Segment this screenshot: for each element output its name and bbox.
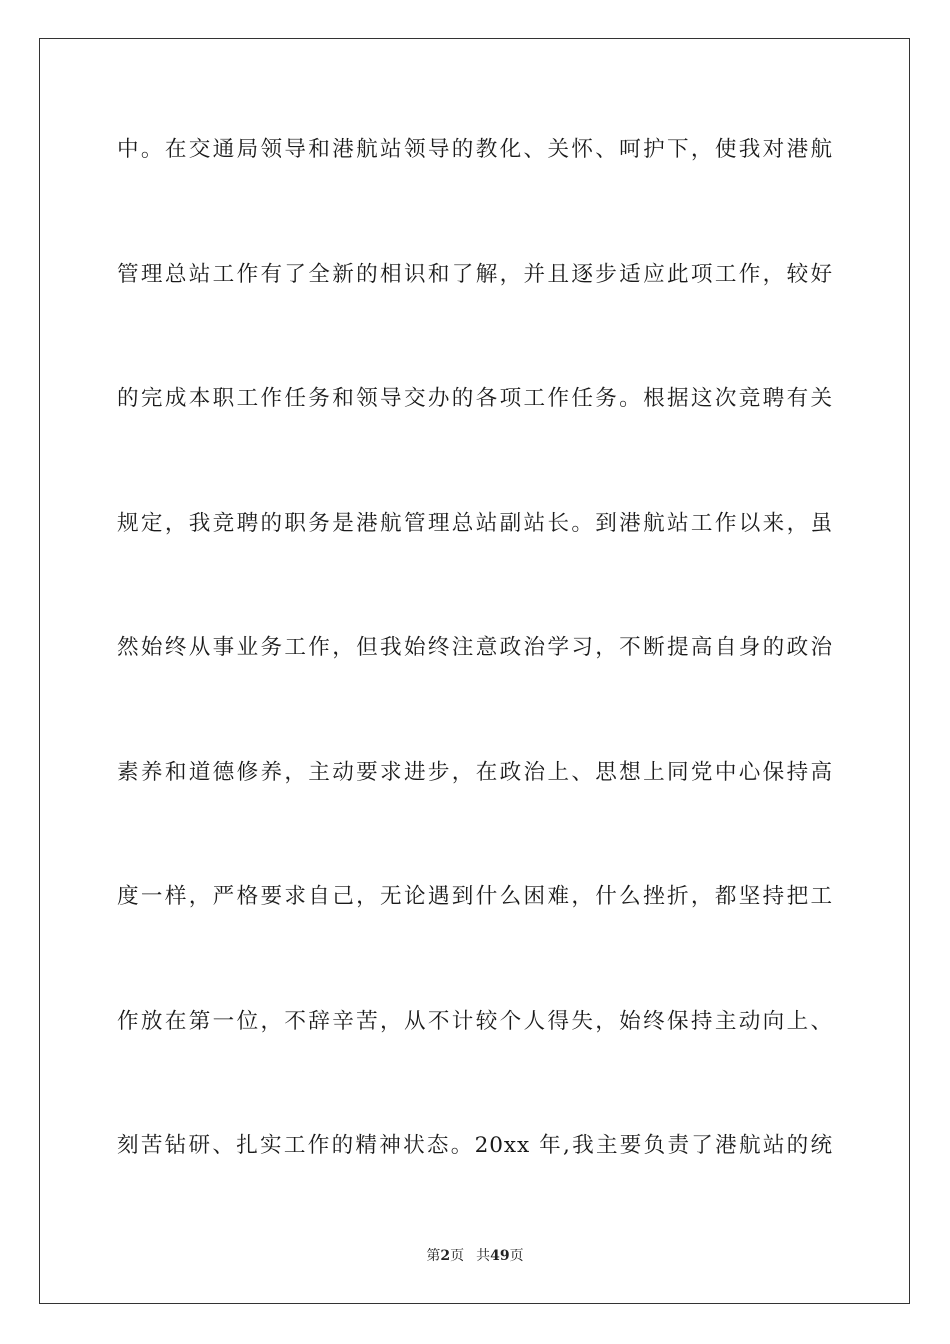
text-line: 的完成本职工作任务和领导交办的各项工作任务。根据这次竞聘有关	[117, 386, 833, 411]
total-prefix: 共	[476, 1248, 491, 1264]
page-prefix: 第	[426, 1248, 441, 1264]
total-pages-label	[476, 1248, 523, 1264]
text-line: 刻苦钻研、扎实工作的精神状态。20xx 年,我主要负责了港航站的统	[117, 1133, 833, 1158]
page-number-label	[426, 1248, 464, 1264]
page-number: 2	[440, 1248, 451, 1264]
total-suffix: 页	[509, 1248, 524, 1264]
text-line: 然始终从事业务工作，但我始终注意政治学习，不断提高自身的政治	[117, 635, 833, 660]
page-footer	[0, 1246, 950, 1266]
text-line: 管理总站工作有了全新的相识和了解，并且逐步适应此项工作，较好	[117, 261, 833, 287]
text-line: 作放在第一位，不辞辛苦，从不计较个人得失，始终保持主动向上、	[117, 1008, 833, 1034]
text-line: 度一样，严格要求自己，无论遇到什么困难，什么挫折，都坚持把工	[117, 884, 833, 909]
text-line: 中。在交通局领导和港航站领导的教化、关怀、呵护下，使我对港航	[117, 137, 833, 162]
text-line: 规定，我竞聘的职务是港航管理总站副站长。到港航站工作以来，虽	[117, 510, 833, 536]
document-body	[117, 118, 833, 1239]
total-pages: 49	[490, 1248, 510, 1264]
text-line: 素养和道德修养，主动要求进步，在政治上、思想上同党中心保持高	[117, 759, 833, 785]
page-suffix: 页	[450, 1248, 465, 1264]
